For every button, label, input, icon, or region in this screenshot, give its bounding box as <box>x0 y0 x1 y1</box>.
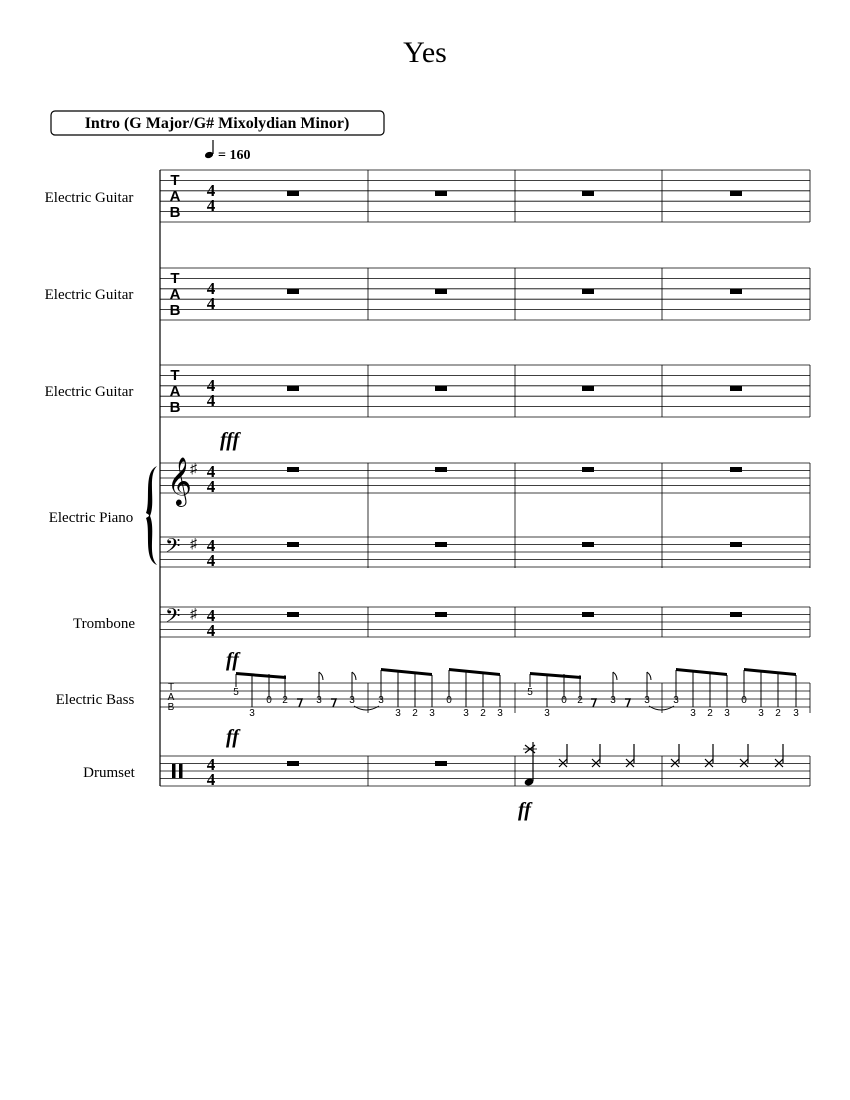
time-sig-bottom: 4 <box>206 551 216 570</box>
svg-text:A: A <box>169 383 181 400</box>
tempo-marking <box>204 140 250 163</box>
svg-text:B: B <box>167 702 175 713</box>
dynamic-ff-drums: ff <box>226 726 239 748</box>
guitar-1-staff <box>160 170 810 222</box>
fret-number: 2 <box>480 708 486 719</box>
svg-text:T: T <box>170 367 180 384</box>
fret-number: 3 <box>316 695 322 706</box>
instrument-label-guitar-2: Electric Guitar <box>44 287 134 303</box>
eighth-rest-icon <box>297 699 302 707</box>
time-signature <box>207 279 216 313</box>
tab-clef <box>170 172 181 221</box>
instrument-label-trombone: Trombone <box>73 616 135 632</box>
fret-number: 3 <box>429 708 435 719</box>
fret-number: 0 <box>446 695 452 706</box>
eighth-rest-icon <box>625 699 630 707</box>
svg-text:A: A <box>169 188 181 205</box>
fret-number: 3 <box>463 708 469 719</box>
fret-number: 2 <box>775 708 781 719</box>
instrument-label-guitar-3: Electric Guitar <box>44 384 134 400</box>
treble-clef-icon: 𝄞 <box>167 456 192 505</box>
rehearsal-mark <box>51 111 384 135</box>
sharp-icon: ♯ <box>190 462 197 477</box>
fret-number: 3 <box>644 695 650 706</box>
time-sig-top: 4 <box>206 536 216 555</box>
fret-number: 2 <box>707 708 713 719</box>
svg-text:B: B <box>169 399 181 416</box>
rehearsal-mark-text: Intro (G Major/G# Mixolydian Minor) <box>84 115 350 132</box>
time-sig-top: 4 <box>206 462 216 481</box>
fret-number: 3 <box>349 695 355 706</box>
bass-measure-1 <box>233 672 379 719</box>
svg-text:4: 4 <box>206 294 216 313</box>
dynamic-ff-drums-below: ff <box>518 799 531 821</box>
sharp-icon: ♯ <box>190 537 197 552</box>
guitar-2-staff <box>160 268 810 320</box>
tab-clef <box>170 270 181 319</box>
fret-number: 2 <box>282 695 288 706</box>
time-sig-top: 4 <box>206 606 216 625</box>
svg-text:A: A <box>167 692 175 703</box>
fret-number: 3 <box>378 695 384 706</box>
instrument-label-drumset: Drumset <box>83 765 135 781</box>
svg-text:T: T <box>170 270 180 287</box>
fret-number: 5 <box>527 687 533 698</box>
svg-text:4: 4 <box>206 279 216 298</box>
svg-text:4: 4 <box>206 391 216 410</box>
piano-brace <box>146 466 157 565</box>
whole-rests <box>287 467 742 472</box>
bass-tab-staff <box>160 668 810 719</box>
tempo-text: = 160 <box>218 148 251 163</box>
piano-treble-staff <box>160 456 810 568</box>
sharp-icon: ♯ <box>190 607 197 622</box>
fret-number: 3 <box>610 695 616 706</box>
fret-number: 3 <box>395 708 401 719</box>
fret-number: 3 <box>793 708 799 719</box>
trombone-staff <box>160 604 810 640</box>
fret-number: 0 <box>561 695 567 706</box>
time-signature <box>207 181 216 215</box>
svg-text:T: T <box>167 682 175 693</box>
time-sig-bottom: 4 <box>206 621 216 640</box>
fret-number: 3 <box>544 708 550 719</box>
bass-measure-4 <box>673 668 799 719</box>
fret-number: 3 <box>758 708 764 719</box>
svg-text:B: B <box>169 204 181 221</box>
instrument-label-guitar-1: Electric Guitar <box>44 190 134 206</box>
time-sig-bottom: 4 <box>206 770 216 789</box>
fret-number: 2 <box>577 695 583 706</box>
svg-text:B: B <box>169 302 181 319</box>
tab-clef <box>170 367 181 416</box>
time-sig-top: 4 <box>206 755 216 774</box>
instrument-label-piano: Electric Piano <box>48 510 134 526</box>
svg-text:4: 4 <box>206 196 216 215</box>
bass-clef-icon: 𝄢 <box>165 534 181 562</box>
svg-text:A: A <box>169 286 181 303</box>
svg-text:T: T <box>170 172 180 189</box>
fret-number: 3 <box>497 708 503 719</box>
fret-number: 3 <box>249 708 255 719</box>
time-sig-bottom: 4 <box>206 477 216 496</box>
drum-hits-measure-3 <box>523 742 634 787</box>
bass-tab-clef <box>168 682 175 713</box>
piano-bass-staff <box>160 534 810 570</box>
drumset-staff <box>160 742 810 789</box>
whole-rests <box>287 191 742 196</box>
bass-clef-icon: 𝄢 <box>165 604 181 632</box>
whole-rests <box>287 289 742 294</box>
fret-number: 0 <box>741 695 747 706</box>
fret-number: 3 <box>673 695 679 706</box>
svg-text:4: 4 <box>206 376 216 395</box>
dynamic-fff: fff <box>220 429 240 451</box>
guitar-3-staff <box>160 365 810 417</box>
time-signature <box>207 376 216 410</box>
instrument-label-bass: Electric Bass <box>55 692 135 708</box>
fret-number: 3 <box>724 708 730 719</box>
fret-number: 0 <box>266 695 272 706</box>
bass-measure-2 <box>378 668 503 719</box>
whole-rests <box>287 386 742 391</box>
dynamic-ff-bass: ff <box>226 649 239 671</box>
eighth-rest-icon <box>591 699 596 707</box>
bass-measure-3 <box>527 672 674 719</box>
fret-number: 3 <box>690 708 696 719</box>
score-title: Yes <box>403 36 447 69</box>
eighth-rest-icon <box>331 699 336 707</box>
fret-number: 5 <box>233 687 239 698</box>
fret-number: 2 <box>412 708 418 719</box>
svg-text:4: 4 <box>206 181 216 200</box>
